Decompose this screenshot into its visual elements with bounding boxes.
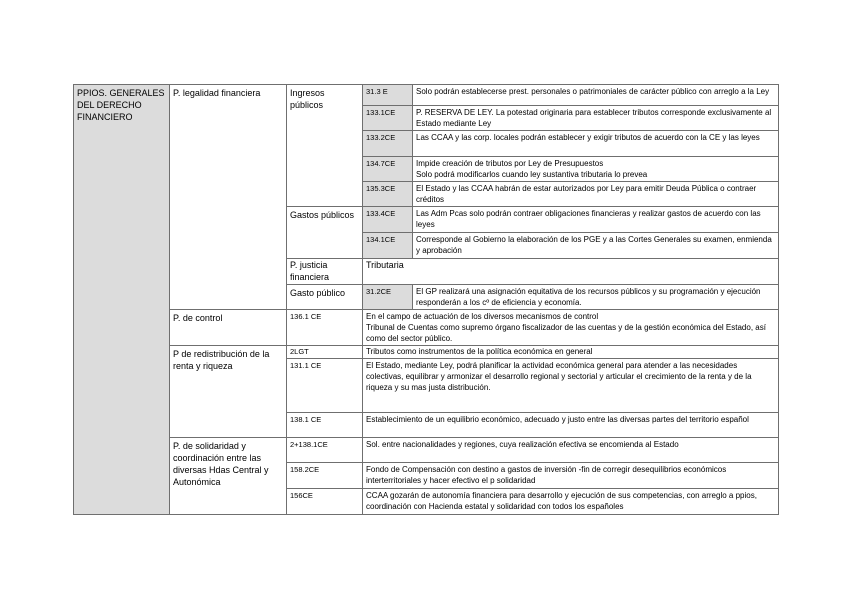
article-text: El Estado, mediante Ley, podrá planificar la actividad económica general para atender a las necesidades colectivas, equilibrar y armonizar el desarrollo regional y sectorial y articular el crecimiento de la renta y de la riqueza y su mas justa distribución. <box>363 359 779 413</box>
article-code: 156CE <box>287 489 363 515</box>
p-legalidad-cell: P. legalidad financiera <box>170 85 287 310</box>
p-justicia-cell: P. justicia financiera <box>287 259 363 285</box>
ingresos-publicos-cell: Ingresos públicos <box>287 85 363 207</box>
article-code: 31.2CE <box>363 285 413 310</box>
article-text-line: Solo podrá modificarlos cuando ley sustantiva tributaria lo prevea <box>416 170 648 179</box>
article-code: 136.1 CE <box>287 310 363 346</box>
article-code: 134.1CE <box>363 233 413 259</box>
article-text: El GP realizará una asignación equitativa de los recursos públicos y su programación y ejecución responderán a los cº de eficiencia y economía. <box>413 285 779 310</box>
article-text-line: Impide creación de tributos por Ley de Presupuestos <box>416 159 604 168</box>
p-solidaridad-cell: P. de solidaridad y coordinación entre las diversas Hdas Central y Autonómica <box>170 438 287 515</box>
article-code: 135.3CE <box>363 182 413 207</box>
article-text: Corresponde al Gobierno la elaboración de los PGE y a las Cortes Generales su examen, enmienda y aprobación <box>413 233 779 259</box>
article-text <box>413 157 779 182</box>
article-text: Fondo de Compensación con destino a gastos de inversión -fin de corregir desequilibrios económicos interterritoriales y hacer efectivo el p solidaridad <box>363 463 779 489</box>
p-control-cell: P. de control <box>170 310 287 346</box>
article-text: Sol. entre nacionalidades y regiones, cuya realización efectiva se encomienda al Estado <box>363 438 779 463</box>
article-text: Las Adm Pcas solo podrán contraer obligaciones financieras y realizar gastos de acuerdo con las leyes <box>413 207 779 233</box>
article-text: Tributos como instrumentos de la política económica en general <box>363 346 779 359</box>
article-code: 133.2CE <box>363 131 413 157</box>
article-code: 31.3 E <box>363 85 413 106</box>
article-code: 133.1CE <box>363 106 413 131</box>
article-code: 131.1 CE <box>287 359 363 413</box>
article-text: Establecimiento de un equilibrio económico, adecuado y justo entre las diversas partes del territorio español <box>363 413 779 438</box>
article-code: 2+138.1CE <box>287 438 363 463</box>
article-code: 2LGT <box>287 346 363 359</box>
article-code: 158.2CE <box>287 463 363 489</box>
p-redistribucion-cell: P de redistribución de la renta y riqueza <box>170 346 287 438</box>
article-text-line: Tribunal de Cuentas como supremo órgano fiscalizador de las cuentas y de la gestión económica del Estado, así como del sector público. <box>366 323 766 343</box>
tributaria-cell: Tributaria <box>363 259 779 285</box>
article-text <box>363 310 779 346</box>
article-text-line: En el campo de actuación de los diversos mecanismos de control <box>366 312 599 321</box>
article-code: 133.4CE <box>363 207 413 233</box>
article-code: 134.7CE <box>363 157 413 182</box>
article-text: CCAA gozarán de autonomía financiera para desarrollo y ejecución de sus competencias, con arreglo a ppios, coordinación con Hacienda estatal y solidaridad con todos los españoles <box>363 489 779 515</box>
gastos-publicos-cell: Gastos públicos <box>287 207 363 259</box>
principles-title-cell: PPIOS. GENERALES DEL DERECHO FINANCIERO <box>74 85 170 515</box>
article-text: Solo podrán establecerse prest. personales o patrimoniales de carácter público con arreglo a la Ley <box>413 85 779 106</box>
article-text: P. RESERVA DE LEY. La potestad originaria para establecer tributos corresponde exclusivamente al Estado mediante Ley <box>413 106 779 131</box>
gasto-publico-cell: Gasto público <box>287 285 363 310</box>
principles-table <box>73 84 779 515</box>
article-text: Las CCAA y las corp. locales podrán establecer y exigir tributos de acuerdo con la CE y las leyes <box>413 131 779 157</box>
article-code: 138.1 CE <box>287 413 363 438</box>
article-text: El Estado y las CCAA habrán de estar autorizados por Ley para emitir Deuda Pública o contraer créditos <box>413 182 779 207</box>
